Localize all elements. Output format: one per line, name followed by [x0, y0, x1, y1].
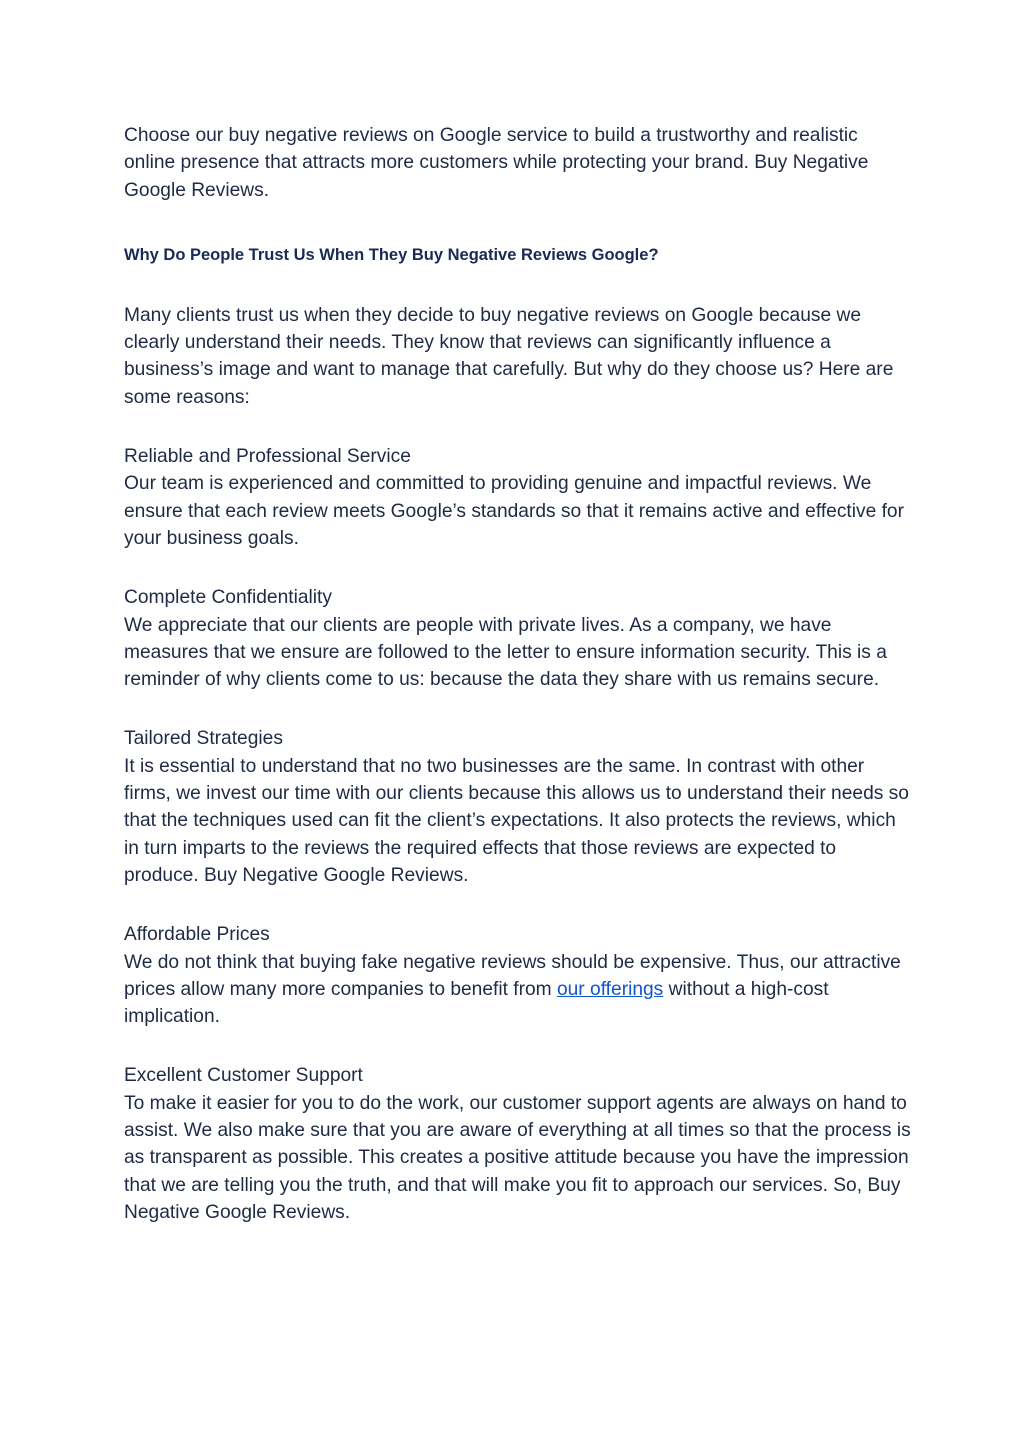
reason-body: To make it easier for you to do the work, our customer support agents are always on hand to assist. We also make sure that you are aware of everything at all times so that the process is as transparent as possible. This creates a positive attitude because you have the impression that we are telling you the truth, and that will make you fit to approach our services. So, Buy Negative Google Reviews. — [124, 1092, 911, 1223]
reason-title: Excellent Customer Support — [124, 1065, 363, 1087]
reason-title: Tailored Strategies — [124, 728, 283, 750]
reason-confidentiality — [124, 584, 914, 693]
reason-body: Our team is experienced and committed to providing genuine and impactful reviews. We ensure that each review meets Google’s standards so that it remains active and effective for your business goals. — [124, 473, 904, 549]
reasons-intro-paragraph: Many clients trust us when they decide to buy negative reviews on Google because we clearly understand their needs. They know that reviews can significantly influence a business’s image and want to manage that carefully. But why do they choose us? Here are some reasons: — [124, 304, 899, 408]
reason-body: It is essential to understand that no two businesses are the same. In contrast with other firms, we invest our time with our clients because this allows us to understand their needs so that the techniques used can fit the client’s expectations. It also protects the reviews, which in turn imparts to the reviews the required effects that those reviews are expected to produce. Buy Negative Google Reviews. — [124, 755, 909, 886]
reason-affordable-prices — [124, 921, 914, 1030]
reason-body-after-link: without a high-cost implication. — [124, 978, 829, 1028]
document-page — [124, 122, 914, 1258]
intro-paragraph: Choose our buy negative reviews on Google service to build a trustworthy and realistic online presence that attracts more customers while protecting your brand. Buy Negative Google Reviews. — [124, 125, 874, 201]
reason-body-before-link: We do not think that buying fake negative reviews should be expensive. Thus, our attractive prices allow many more companies to benefit from — [124, 951, 901, 1000]
section-heading: Why Do People Trust Us When They Buy Negative Reviews Google? — [124, 245, 659, 264]
reason-title: Reliable and Professional Service — [124, 446, 411, 468]
reason-title: Affordable Prices — [124, 924, 270, 946]
reason-tailored-strategies — [124, 725, 914, 889]
reason-customer-support — [124, 1062, 914, 1226]
reason-body: We appreciate that our clients are people with private lives. As a company, we have measures that we ensure are followed to the letter to ensure information security. This is a reminder of why clients come to us: because the data they share with us remains secure. — [124, 614, 887, 691]
reason-body — [124, 949, 914, 1031]
our-offerings-link[interactable]: our offerings — [556, 978, 664, 1000]
reason-title: Complete Confidentiality — [124, 587, 332, 609]
reason-reliable-service — [124, 443, 914, 552]
